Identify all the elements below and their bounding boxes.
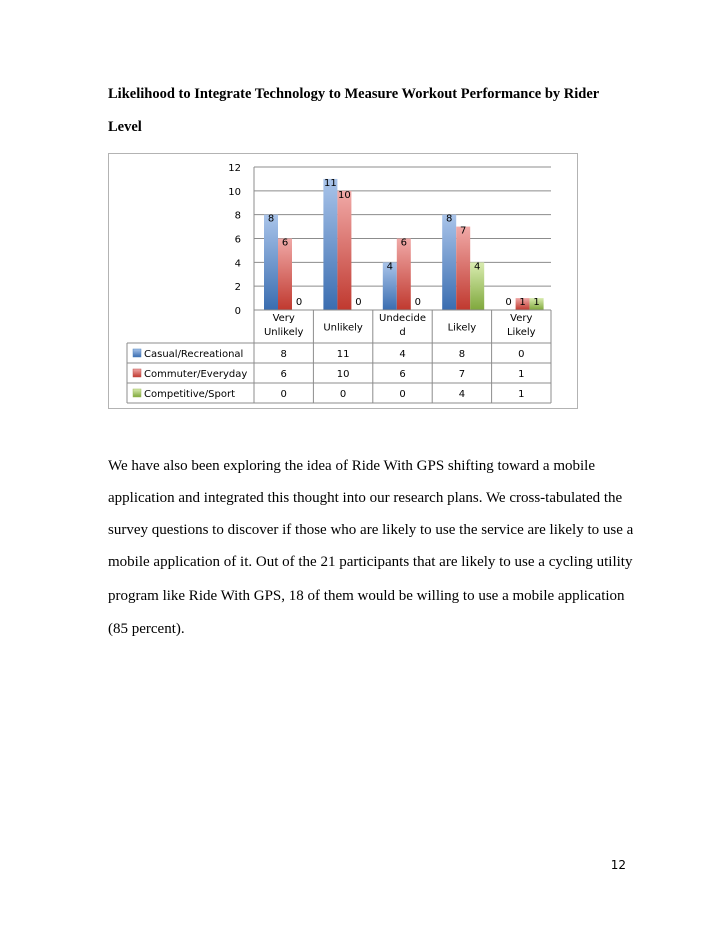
paragraph-line: survey questions to discover if those who are likely to use the service are likely to use a xyxy=(108,522,634,538)
data-label: 0 xyxy=(505,297,512,308)
category-label: Unlikely xyxy=(263,327,304,338)
y-tick-label: 2 xyxy=(234,282,241,294)
page-number: 12 xyxy=(610,858,626,872)
table-value: 0 xyxy=(339,389,347,400)
legend-series-name: Competitive/Sport xyxy=(144,389,236,400)
data-label: 7 xyxy=(460,225,467,237)
data-label: 4 xyxy=(474,261,481,273)
category-label: Likely xyxy=(506,327,536,338)
y-tick-label: 6 xyxy=(234,234,241,246)
category-label: Very xyxy=(272,313,295,324)
data-label: 0 xyxy=(295,297,303,308)
legend-series-name: Casual/Recreational xyxy=(144,349,244,360)
y-tick-label: 4 xyxy=(234,258,241,270)
y-tick-label: 12 xyxy=(228,163,241,174)
figure-heading-line-2: Level xyxy=(108,119,142,135)
table-value: 0 xyxy=(518,349,525,360)
table-value: 7 xyxy=(458,369,466,380)
table-value: 8 xyxy=(280,349,287,360)
bar-chart xyxy=(109,154,579,410)
bar-0-3 xyxy=(442,215,456,310)
table-value: 4 xyxy=(399,349,406,360)
data-label: 8 xyxy=(446,213,453,225)
legend-key xyxy=(133,389,141,397)
data-label: 4 xyxy=(386,261,393,273)
legend-key xyxy=(133,369,141,377)
table-value: 4 xyxy=(458,389,466,400)
table-value: 11 xyxy=(336,349,350,360)
y-tick-label: 0 xyxy=(234,306,241,317)
bar-1-2 xyxy=(397,239,411,311)
data-label: 6 xyxy=(400,237,407,249)
bar-0-1 xyxy=(323,179,337,310)
paragraph-line: mobile application of it. Out of the 21 participants that are likely to use a cycling utility xyxy=(108,554,633,570)
paragraph-line: application and integrated this thought into our research plans. We cross-tabulated the xyxy=(108,490,623,506)
legend-series-name: Commuter/Everyday xyxy=(144,369,248,380)
bar-1-3 xyxy=(456,227,470,310)
table-value: 6 xyxy=(280,369,287,380)
data-label: 1 xyxy=(533,297,540,309)
data-label: 0 xyxy=(355,297,362,308)
category-label: Likely xyxy=(447,322,477,334)
y-tick-label: 8 xyxy=(234,210,241,222)
table-value: 0 xyxy=(280,389,287,400)
table-value: 8 xyxy=(458,349,466,360)
data-label: 8 xyxy=(267,213,275,225)
table-value: 1 xyxy=(518,389,525,400)
data-label: 10 xyxy=(338,189,351,201)
category-label: d xyxy=(399,327,406,338)
category-label: Very xyxy=(510,313,533,324)
legend-key xyxy=(133,349,141,357)
category-label: Undecide xyxy=(379,313,426,324)
data-label: 0 xyxy=(414,297,421,308)
figure-heading-line-1: Likelihood to Integrate Technology to Measure Workout Performance by Rider xyxy=(108,86,600,102)
bar-0-0 xyxy=(264,215,278,310)
bar-1-0 xyxy=(278,239,292,311)
paragraph-line: We have also been exploring the idea of Ride With GPS shifting toward a mobile xyxy=(108,458,595,474)
bar-1-1 xyxy=(337,191,351,310)
data-label: 11 xyxy=(324,177,337,189)
paragraph-line: (85 percent). xyxy=(108,621,185,637)
data-label: 6 xyxy=(281,237,289,249)
category-label: Unlikely xyxy=(323,322,363,334)
table-value: 6 xyxy=(399,369,406,380)
table-value: 1 xyxy=(518,369,525,380)
paragraph-line: program like Ride With GPS, 18 of them would be willing to use a mobile application xyxy=(108,588,625,604)
y-tick-label: 10 xyxy=(228,186,241,198)
table-value: 10 xyxy=(336,369,350,380)
table-value: 0 xyxy=(399,389,406,400)
data-label: 1 xyxy=(519,297,526,309)
chart-frame xyxy=(108,153,578,409)
